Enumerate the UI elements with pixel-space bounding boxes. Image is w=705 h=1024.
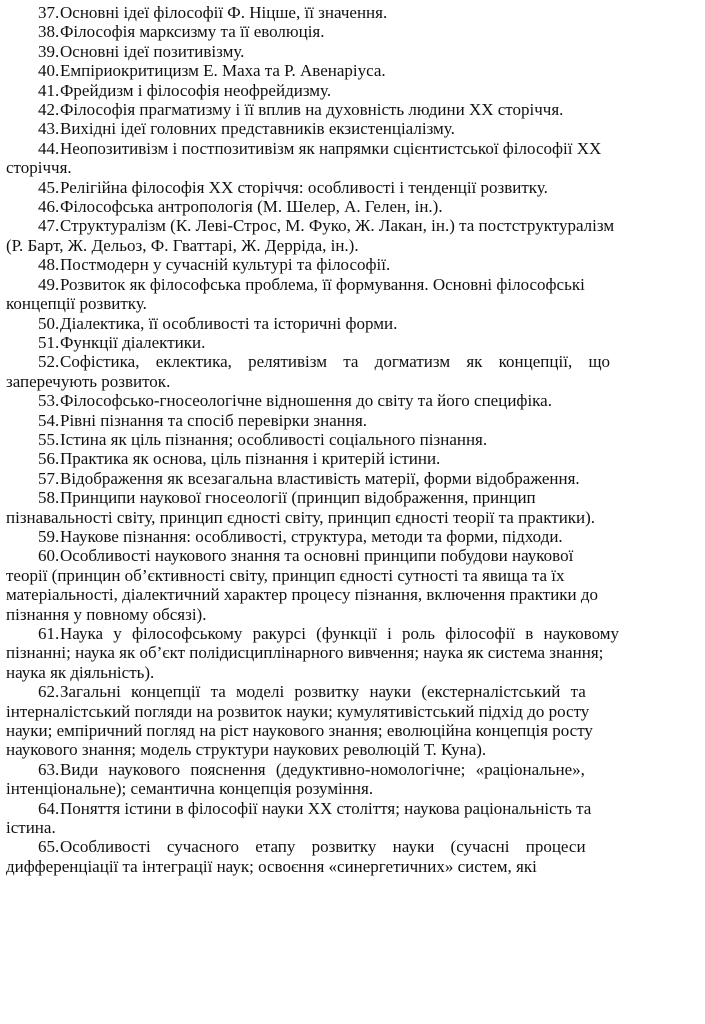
item-text-line: заперечують розвиток.	[6, 371, 171, 391]
list-item-50	[6, 314, 697, 333]
item-text-line: матеріальності, діалектичний характер процесу пізнання, включення практики до	[6, 585, 599, 605]
list-item-65	[6, 837, 697, 876]
item-text: Основні ідеї позитивізму.	[60, 41, 245, 61]
item-number: 63.	[38, 759, 60, 779]
item-number: 58.	[38, 488, 60, 508]
item-text-line: концепції розвитку.	[6, 294, 147, 314]
item-number: 62.	[38, 682, 60, 702]
item-text: Розвиток як філософська проблема, її формування. Основні філософські	[60, 274, 585, 294]
item-text: Неопозитивізм і постпозитивізм як напрямки сцієнтистської філософії XX	[60, 138, 602, 158]
item-text: Істина як ціль пізнання; особливості соціального пізнання.	[60, 429, 488, 449]
item-text: Філософсько-гносеологічне відношення до світу та його специфіка.	[60, 391, 552, 411]
item-text-line: дифференціації та інтеграції наук; освоєння «синергетичних» систем, які	[6, 856, 537, 876]
list-item-55	[6, 430, 697, 449]
item-text-line: пізнанні; наука як об’єкт полідисциплінарного вивчення; наука як система знання;	[6, 643, 604, 663]
list-item-47	[6, 216, 697, 255]
item-number: 52.	[38, 352, 60, 372]
item-text: Філософія прагматизму і її вплив на духовність людини XX сторіччя.	[60, 100, 564, 120]
item-text-line: істина.	[6, 818, 56, 838]
item-text-line: пізнання у повному обсязі).	[6, 604, 207, 624]
list-item-42	[6, 100, 697, 119]
list-item-64	[6, 799, 697, 838]
item-number: 56.	[38, 449, 60, 469]
item-number: 53.	[38, 391, 60, 411]
list-item-60	[6, 546, 697, 624]
item-text-line: (Р. Барт, Ж. Дельоз, Ф. Гваттарі, Ж. Дерріда, ін.).	[6, 235, 359, 255]
item-text: Релігійна філософія XX сторіччя: особливості і тенденції розвитку.	[60, 177, 548, 197]
item-text: Особливості наукового знання та основні принципи побудови наукової	[60, 546, 574, 566]
item-text: Принципи наукової гносеології (принцип відображення, принцип	[60, 488, 536, 508]
list-item-52	[6, 352, 697, 391]
item-number: 44.	[38, 138, 60, 158]
item-number: 48.	[38, 255, 60, 275]
list-item-46	[6, 197, 697, 216]
item-text: Філософська антропологія (М. Шелер, А. Гелен, ін.).	[60, 197, 443, 217]
item-number: 42.	[38, 100, 60, 120]
item-number: 41.	[38, 80, 60, 100]
item-text: Філософія марксизму та її еволюція.	[60, 22, 325, 42]
item-number: 54.	[38, 410, 60, 430]
item-text: Емпіриокритицизм Е. Маха та Р. Авенаріуса.	[60, 61, 386, 81]
item-text-line: наукового знання; модель структури наукових революцій Т. Куна).	[6, 740, 487, 760]
item-text: Види наукового пояснення (дедуктивно-номологічне; «раціональне»,	[60, 759, 585, 779]
list-item-38	[6, 22, 697, 41]
item-number: 39.	[38, 41, 60, 61]
item-text: Діалектика, її особливості та історичні форми.	[60, 313, 398, 333]
list-item-48	[6, 255, 697, 274]
item-text: Поняття істини в філософії науки XX століття; наукова раціональність та	[60, 798, 592, 818]
item-text-line: пізнавальності світу, принцип єдності світу, принцип єдності теорії та практики).	[6, 507, 596, 527]
item-number: 60.	[38, 546, 60, 566]
item-number: 61.	[38, 624, 60, 643]
item-number: 50.	[38, 313, 60, 333]
item-text: Функції діалектики.	[60, 332, 206, 352]
item-text-line: теорії (принцин об’єктивності світу, принцип єдності сутності та явища та їх	[6, 565, 565, 585]
item-text: Наукове пізнання: особливості, структура, методи та форми, підходи.	[60, 526, 563, 546]
list-item-56	[6, 449, 697, 468]
list-item-54	[6, 411, 697, 430]
list-item-45	[6, 178, 697, 197]
list-item-63	[6, 760, 697, 799]
item-text: Відображення як всезагальна властивість матерії, форми відображення.	[60, 468, 580, 488]
list-item-43	[6, 119, 697, 138]
list-item-53	[6, 391, 697, 410]
item-text: Софістика, еклектика, релятивізм та догматизм як концепції, що	[60, 352, 611, 372]
item-text: Наука у філософському ракурсі (функції і роль філософії в науковому	[60, 624, 620, 643]
list-item-62	[6, 682, 697, 760]
list-item-37	[6, 3, 697, 22]
item-number: 65.	[38, 837, 60, 857]
item-text: Рівні пізнання та спосіб перевірки знання.	[60, 410, 368, 430]
item-number: 57.	[38, 468, 60, 488]
list-item-58	[6, 488, 697, 527]
list-item-40	[6, 61, 697, 80]
list-item-51	[6, 333, 697, 352]
item-number: 45.	[38, 177, 60, 197]
item-text-line: інтерналістський погляди на розвиток науки; кумулятивістський підхід до росту	[6, 701, 590, 721]
item-text: Практика як основа, ціль пізнання і критерій істини.	[60, 449, 441, 469]
list-item-61	[6, 624, 697, 682]
list-item-39	[6, 42, 697, 61]
item-number: 43.	[38, 119, 60, 139]
list-item-44	[6, 139, 697, 178]
item-number: 38.	[38, 22, 60, 42]
list-item-49	[6, 275, 697, 314]
item-number: 40.	[38, 61, 60, 81]
item-text: Постмодерн у сучасній культурі та філософії.	[60, 255, 391, 275]
item-text-line: наука як діяльність).	[6, 662, 155, 682]
item-number: 59.	[38, 526, 60, 546]
item-number: 37.	[38, 3, 60, 22]
item-text-line: інтенціональне); семантична концепція розуміння.	[6, 779, 374, 799]
item-text: Структуралізм (К. Леві-Строс, М. Фуко, Ж. Лакан, ін.) та постструктуралізм	[60, 216, 615, 236]
item-text: Основні ідеї філософії Ф. Ніцше, її значення.	[60, 3, 388, 22]
item-number: 64.	[38, 798, 60, 818]
list-item-41	[6, 81, 697, 100]
item-text-line: науки; емпіричний погляд на ріст наукового знання; еволюційна концепція росту	[6, 721, 593, 741]
item-number: 55.	[38, 429, 60, 449]
item-number: 47.	[38, 216, 60, 236]
list-item-59	[6, 527, 697, 546]
item-text: Особливості сучасного етапу розвитку науки (сучасні процеси	[60, 837, 586, 857]
item-text: Загальні концепції та моделі розвитку науки (екстерналістський та	[60, 682, 586, 702]
item-text: Фрейдизм і філософія неофрейдизму.	[60, 80, 332, 100]
list-item-57	[6, 469, 697, 488]
item-text-line: сторіччя.	[6, 158, 72, 178]
item-text: Вихідні ідеї головних представників екзистенціалізму.	[60, 119, 455, 139]
item-number: 49.	[38, 274, 60, 294]
item-number: 51.	[38, 332, 60, 352]
item-number: 46.	[38, 197, 60, 217]
